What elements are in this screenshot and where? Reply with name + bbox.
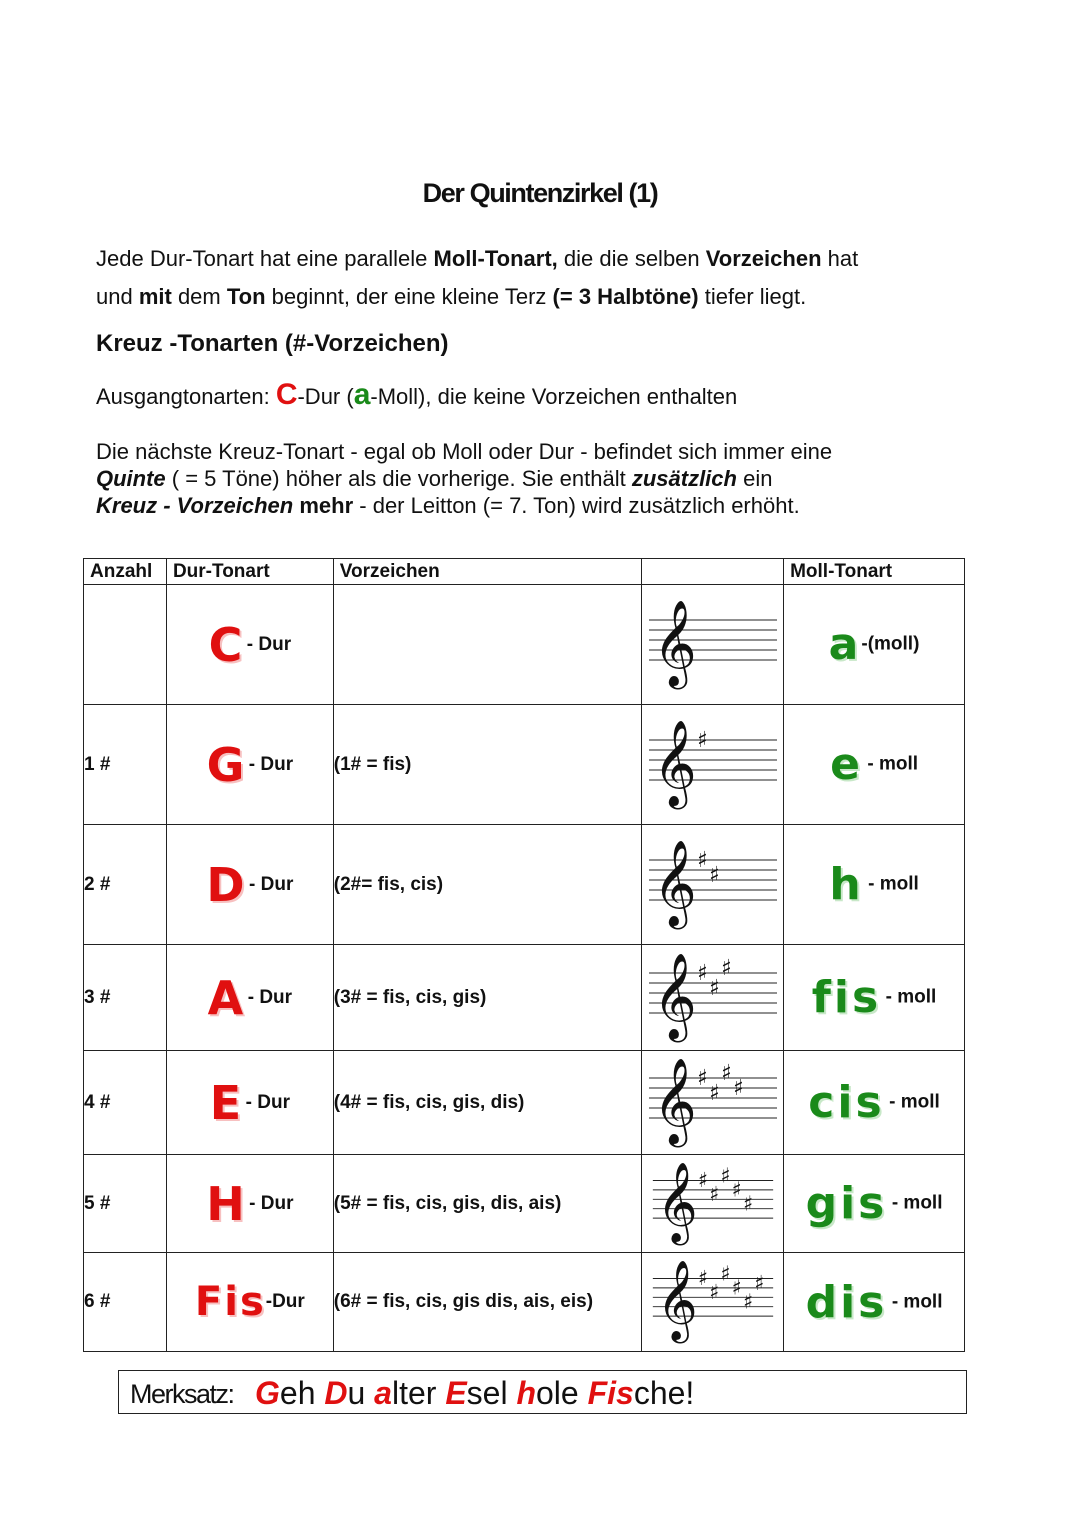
sharp-icon: ♯ (696, 727, 708, 753)
sharp-icon: ♯ (731, 1176, 742, 1201)
header-staff (642, 559, 784, 585)
staff-cell (642, 825, 784, 945)
sharp-icon: ♯ (742, 1191, 753, 1216)
sharp-icon: ♯ (732, 1075, 744, 1101)
treble-clef-icon: 𝄞 (652, 719, 697, 806)
vorzeichen-cell: (2#= fis, cis) (333, 825, 641, 945)
moll-cell: cis - moll (784, 1051, 965, 1155)
anzahl-cell: 1 # (84, 705, 167, 825)
sharp-icon: ♯ (697, 1266, 708, 1291)
anzahl-cell: 4 # (84, 1051, 167, 1155)
sharp-icon: ♯ (708, 975, 720, 1001)
treble-staff-icon (645, 1053, 781, 1153)
treble-staff-icon (645, 835, 781, 935)
sharp-icon: ♯ (753, 1270, 764, 1295)
treble-clef-icon: 𝄞 (652, 1057, 697, 1144)
sharp-icon: ♯ (708, 862, 720, 888)
vorzeichen-cell: (6# = fis, cis, gis dis, ais, eis) (333, 1253, 641, 1352)
table-row (84, 825, 965, 945)
moll-cell: dis - moll (784, 1253, 965, 1352)
page-title: Der Quintenzirkel (1) (422, 178, 658, 208)
dur-cell: A - Dur (166, 945, 333, 1051)
intro-text: Jede Dur-Tonart hat eine parallele Moll-Tonart, die die selben Vorzeichen hat und mit dem Ton beginnt, der eine kleine Terz (= 3 Halbtöne) tiefer liegt. (96, 246, 859, 309)
header-moll-tonart: Moll-Tonart (784, 559, 965, 585)
moll-cell: fis - moll (784, 945, 965, 1051)
sharp-icon: ♯ (708, 1080, 720, 1106)
sharp-icon: ♯ (708, 1280, 719, 1305)
sharp-icon: ♯ (731, 1275, 742, 1300)
staff-cell (642, 945, 784, 1051)
moll-cell: gis - moll (784, 1155, 965, 1253)
dur-cell: C - Dur (166, 585, 333, 705)
treble-clef-icon: 𝄞 (652, 952, 697, 1039)
treble-staff-icon (645, 715, 781, 815)
table-row (84, 1253, 965, 1352)
sharp-icon: ♯ (696, 960, 708, 986)
sharp-icon: ♯ (742, 1289, 753, 1314)
merksatz-label: Merksatz: (130, 1379, 234, 1409)
dur-cell: D - Dur (166, 825, 333, 945)
dur-cell: G - Dur (166, 705, 333, 825)
table-header-row (84, 559, 965, 585)
moll-cell: e - moll (784, 705, 965, 825)
sharp-icon: ♯ (720, 1060, 732, 1086)
anzahl-cell: 5 # (84, 1155, 167, 1253)
staff-cell (642, 1155, 784, 1253)
table-row (84, 1155, 965, 1253)
table-row (84, 1051, 965, 1155)
explanation-paragraph: Die nächste Kreuz-Tonart - egal ob Moll oder Dur - befindet sich immer eine Quinte ( = 5 Töne) höher als die vorherige. Sie enthält zusätzlich ein Kreuz - Vorzeichen mehr - der Leitton (= 7. Ton) wird zusätzlich erhöht. (96, 439, 833, 518)
vorzeichen-cell: (4# = fis, cis, gis, dis) (333, 1051, 641, 1155)
dur-cell: H - Dur (166, 1155, 333, 1253)
header-anzahl: Anzahl (84, 559, 167, 585)
sharp-icon: ♯ (720, 1261, 731, 1286)
vorzeichen-cell: (3# = fis, cis, gis) (333, 945, 641, 1051)
section-heading: Kreuz -Tonarten (#-Vorzeichen) (96, 330, 449, 357)
table-row (84, 945, 965, 1051)
vorzeichen-cell: (5# = fis, cis, gis, dis, ais) (333, 1155, 641, 1253)
sharp-icon: ♯ (720, 955, 732, 981)
dur-cell: E - Dur (166, 1051, 333, 1155)
treble-staff-icon (645, 595, 781, 695)
header-dur-tonart: Dur-Tonart (166, 559, 333, 585)
sharp-icon: ♯ (696, 847, 708, 873)
staff-cell (642, 1051, 784, 1155)
staff-cell (642, 585, 784, 705)
sharp-icon: ♯ (697, 1167, 708, 1192)
key-signature-table (83, 558, 965, 1352)
vorzeichen-cell: (1# = fis) (333, 705, 641, 825)
staff-cell (642, 705, 784, 825)
anzahl-cell: 2 # (84, 825, 167, 945)
treble-staff-icon (645, 1255, 781, 1349)
sharp-icon: ♯ (696, 1065, 708, 1091)
sharp-icon: ♯ (720, 1162, 731, 1187)
staff-cell (642, 1253, 784, 1352)
sharp-icon: ♯ (708, 1181, 719, 1206)
treble-clef-icon: 𝄞 (656, 1259, 698, 1341)
anzahl-cell: 6 # (84, 1253, 167, 1352)
treble-staff-icon (645, 1157, 781, 1251)
anzahl-cell (84, 585, 167, 705)
moll-cell: a-(moll) (784, 585, 965, 705)
treble-staff-icon (645, 948, 781, 1048)
header-vorzeichen: Vorzeichen (333, 559, 641, 585)
merksatz-box (118, 1370, 967, 1414)
dur-cell: Fis-Dur (166, 1253, 333, 1352)
table-row (84, 585, 965, 705)
ausgang-text: Ausgangtonarten: C-Dur (a-Moll), die keine Vorzeichen enthalten (96, 378, 738, 411)
vorzeichen-cell (333, 585, 641, 705)
table-row (84, 705, 965, 825)
treble-clef-icon: 𝄞 (652, 599, 697, 686)
merksatz-sentence: Geh Du alter Esel hole Fische! (255, 1375, 695, 1411)
anzahl-cell: 3 # (84, 945, 167, 1051)
treble-clef-icon: 𝄞 (652, 839, 697, 926)
moll-cell: h - moll (784, 825, 965, 945)
treble-clef-icon: 𝄞 (656, 1161, 698, 1243)
